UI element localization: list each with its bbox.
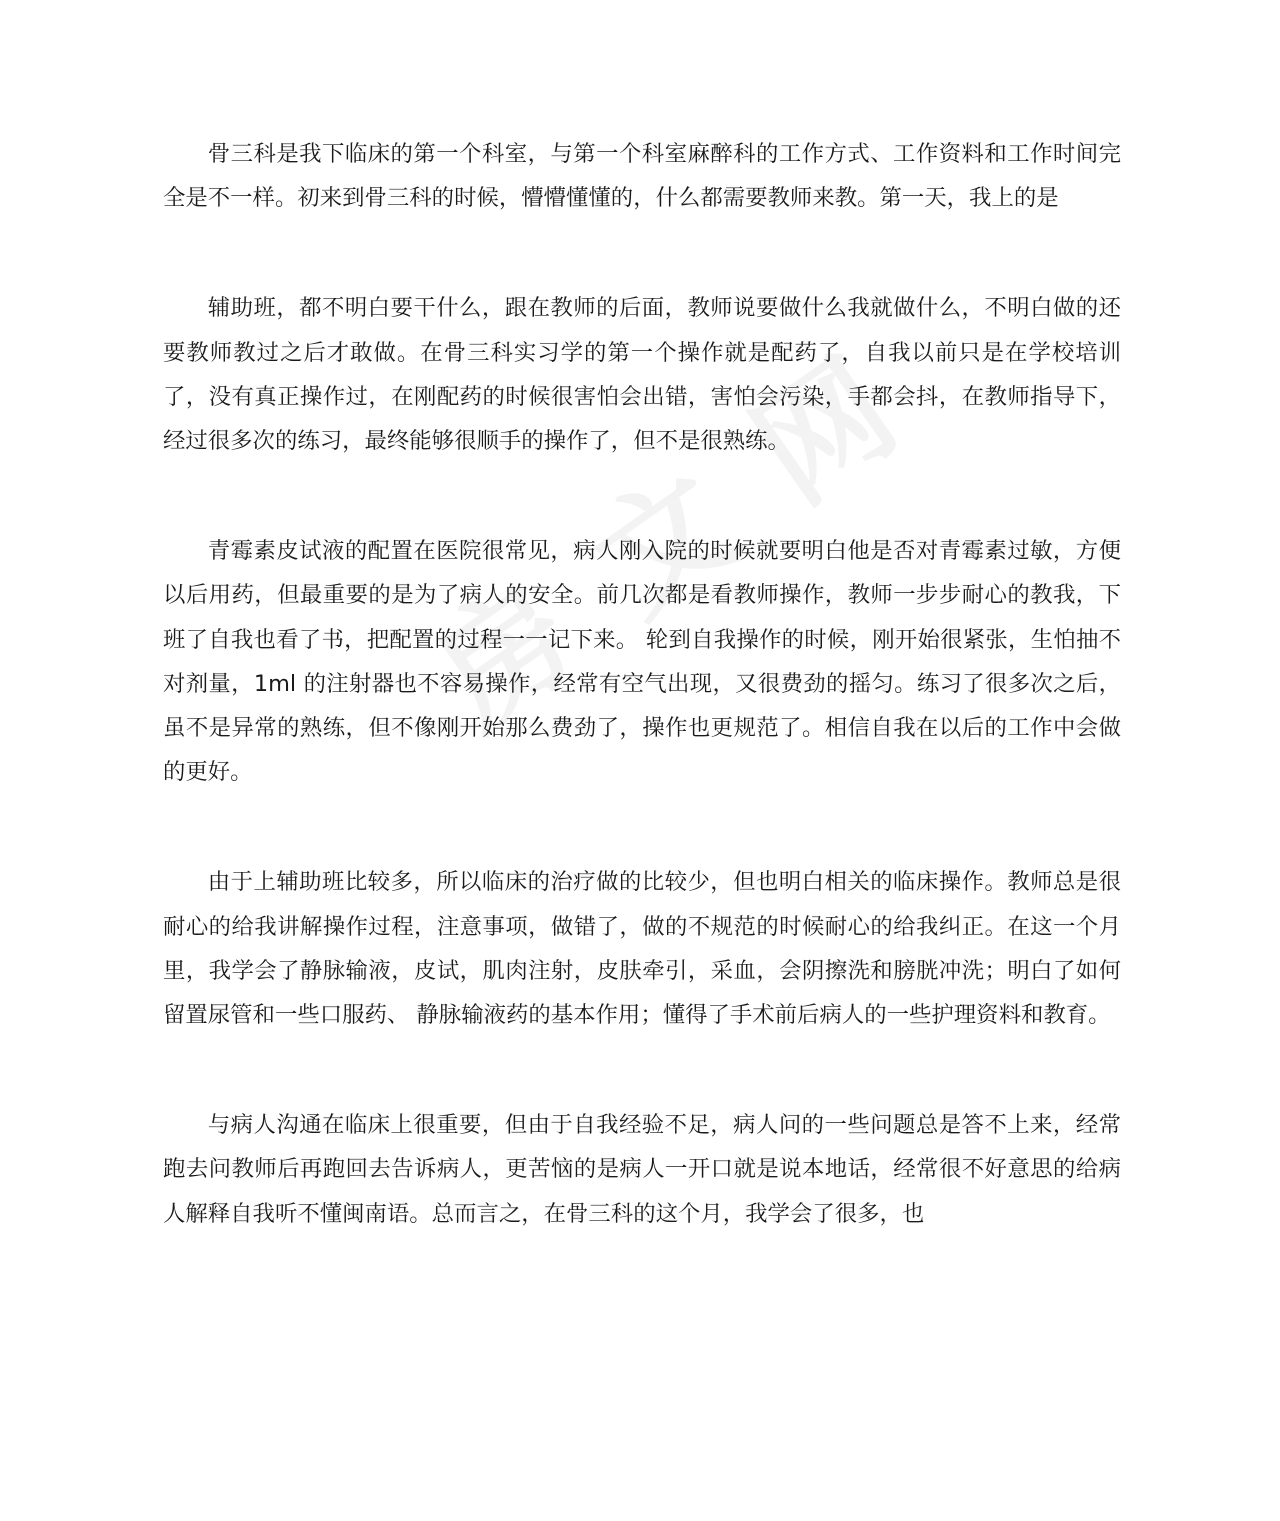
paragraph-2: 辅助班，都不明白要干什么，跟在教师的后面，教师说要做什么我就做什么，不明白做的还要教师教过之后才敢做。在骨三科实习学的第一个操作就是配药了，自我以前只是在学校培训了，没有真正操作过，在刚配药的时候很害怕会出错，害怕会污染，手都会抖，在教师指导下，经过很多次的练习，最终能够很顺手的操作了，但不是很熟练。	[163, 295, 1121, 455]
paragraph-4: 由于上辅助班比较多，所以临床的治疗做的比较少，但也明白相关的临床操作。教师总是很耐心的给我讲解操作过程，注意事项，做错了，做的不规范的时候耐心的给我纠正。在这一个月里，我学会了静脉输液，皮试，肌肉注射，皮肤牵引，采血，会阴擦洗和膀胱冲洗；明白了如何留置尿管和一些口服药、 静脉输液药的基本作用；懂得了手术前后病人的一些护理资料和教育。	[163, 869, 1121, 1029]
paragraph-5: 与病人沟通在临床上很重要，但由于自我经验不足，病人问的一些问题总是答不上来，经常跑去问教师后再跑回去告诉病人，更苦恼的是病人一开口就是说本地话，经常很不好意思的给病人解释自我听不懂闽南语。总而言之，在骨三科的这个月，我学会了很多，也	[163, 1112, 1121, 1227]
paragraph-1: 骨三科是我下临床的第一个科室，与第一个科室麻醉科的工作方式、工作资料和工作时间完全是不一样。初来到骨三科的时候，懵懵懂懂的，什么都需要教师来教。第一天，我上的是	[163, 141, 1121, 212]
document-body	[163, 132, 1121, 1302]
paragraph-3: 青霉素皮试液的配置在医院很常见，病人刚入院的时候就要明白他是否对青霉素过敏，方便以后用药，但最重要的是为了病人的安全。前几次都是看教师操作，教师一步步耐心的教我，下班了自我也看了书，把配置的过程一一记下来。 轮到自我操作的时候，刚开始很紧张，生怕抽不对剂量，1ml 的注射器也不容易操作，经常有空气出现，又很费劲的摇匀。练习了很多次之后，虽不是异常的熟练，但不像刚开始那么费劲了，操作也更规范了。相信自我在以后的工作中会做的更好。	[163, 538, 1121, 786]
